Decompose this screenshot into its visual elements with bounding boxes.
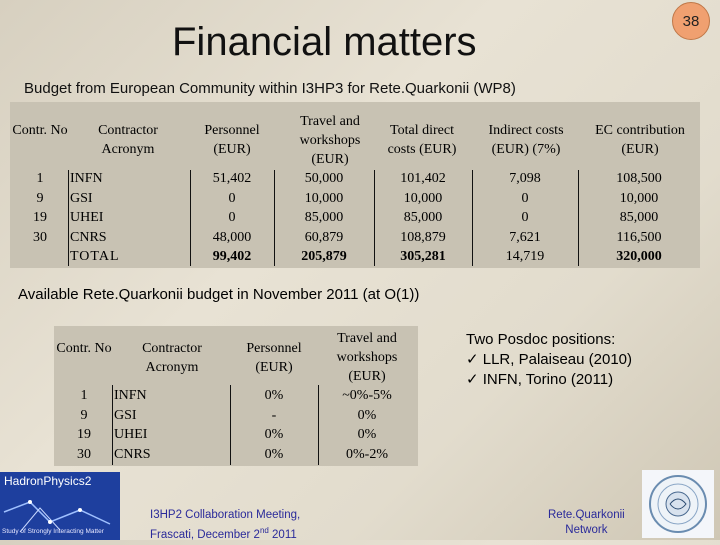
header-personnel: Personnel (EUR) [204,123,260,157]
table-cell: 0 [521,210,529,225]
footer-network [548,508,625,538]
list-item [466,350,632,370]
table-cell: 1 [80,388,88,403]
footer-date-text: Frascati, December 2 [150,528,260,541]
table-cell: 108,879 [400,229,446,245]
table-cell: 9 [80,407,88,423]
table-cell: 0% [264,388,284,403]
table-cell: 7,621 [509,229,541,245]
table-cell: 30 [33,229,47,245]
table-cell: GSI [114,407,137,423]
table-cell: 85,000 [403,210,443,225]
header-contractor-acronym: Contractor Acronym [142,341,202,375]
col-personnel [232,386,316,464]
table-cell: ~0%-5% [342,388,392,403]
total-cell: 320,000 [616,249,662,264]
total-cell: 305,281 [400,249,446,264]
column-divider [274,170,275,266]
header-personnel: Personnel (EUR) [246,341,302,375]
header-ec-contribution: EC contribution (EUR) [595,123,685,157]
col-contractor [70,169,180,267]
table-cell: 10,000 [619,190,659,206]
table-cell: CNRS [70,229,107,245]
table-cell: 60,879 [304,229,344,245]
slide-number-badge [672,2,710,40]
col-contr-no [66,386,102,464]
col-contr-no [22,169,58,247]
header-contr-no: Contr. No [12,123,68,138]
table-cell: 0%-2% [346,446,388,462]
check-icon: ✓ [466,371,479,388]
table-cell: 9 [36,190,44,206]
footer-line: Rete.Quarkonii [548,509,625,521]
table-cell: 0% [357,407,377,423]
header-travel: Travel and workshops (EUR) [299,114,361,167]
table-cell: 101,402 [400,171,446,186]
table-cell: CNRS [114,446,151,462]
table-cell: 10,000 [304,190,344,206]
table-cell: 0% [264,427,284,442]
total-cell: 14,719 [505,249,545,264]
table-cell: INFN [114,388,147,403]
table-cell: 48,000 [212,229,252,245]
table-cell: 50,000 [304,171,344,186]
table-cell: UHEI [70,210,104,225]
header-contr-no: Contr. No [56,341,112,356]
table-cell: 1 [36,171,44,186]
table-cell: 85,000 [304,210,344,225]
column-divider [374,170,375,266]
subtitle: Budget from European Community within I3HP3 for Rete.Quarkonii (WP8) [24,80,516,97]
column-divider [190,170,191,266]
col-ec-contribution [580,169,698,267]
column-divider [112,385,113,465]
table-cell: 10,000 [403,190,443,206]
table-cell: 0 [228,210,236,225]
total-label: TOTAL [70,249,120,264]
hadronphysics2-logo [0,472,120,540]
header-contractor-acronym: Contractor Acronym [98,123,158,157]
available-budget-heading: Available Rete.Quarkonii budget in November 2011 (at O(1)) [18,286,420,303]
table-cell: 19 [77,427,91,442]
col-contractor [114,386,224,464]
table-cell: 0 [521,190,529,206]
col-travel [320,386,414,464]
total-cell: 205,879 [301,249,347,264]
table-cell: 51,402 [212,171,252,186]
total-cell: 99,402 [212,249,252,264]
col-travel [276,169,372,267]
postdoc-item: LLR, Palaiseau (2010) [482,351,633,368]
footer-line: Network [565,524,608,536]
table-cell: GSI [70,190,93,206]
header-travel: Travel and workshops (EUR) [336,331,398,384]
footer-meeting [150,508,300,543]
postdoc-heading: Two Posdoc positions: [466,331,616,348]
footer-date-year: 2011 [268,528,297,541]
table-cell: INFN [70,171,103,186]
list-item [466,370,632,390]
logo-text: HadronPhysics2 [4,474,92,488]
postdoc-item: INFN, Torino (2011) [482,371,614,388]
table-cell: 19 [33,210,47,225]
footer-line: I3HP2 Collaboration Meeting, [150,509,301,521]
table-cell: 116,500 [616,229,662,245]
slide-number: 38 [682,12,700,30]
col-indirect [474,169,576,267]
header-total-direct: Total direct costs (EUR) [387,123,457,157]
table-cell: 0% [264,446,284,462]
column-divider [318,385,319,465]
table-cell: 30 [77,446,91,462]
column-divider [472,170,473,266]
col-total-direct [376,169,470,267]
seal-icon [642,470,714,538]
check-icon: ✓ [466,351,479,368]
col-personnel [192,169,272,267]
table-cell: 85,000 [619,210,659,225]
table-cell: 0 [228,190,236,206]
column-divider [68,170,69,266]
page-title: Financial matters [172,20,477,64]
column-divider [578,170,579,266]
table-cell: 108,500 [616,171,662,186]
table-cell: 7,098 [509,171,541,186]
table-cell: UHEI [114,427,148,442]
header-indirect: Indirect costs (EUR) (7%) [488,123,564,157]
footer-date-sup: nd [259,526,269,535]
table-cell: 0% [357,427,377,442]
logo-subtext: Study of Strongly Interacting Matter [2,528,104,535]
table-cell: - [271,407,277,423]
postdoc-block [466,330,632,390]
column-divider [230,385,231,465]
quarkonii-seal-logo [642,470,714,538]
